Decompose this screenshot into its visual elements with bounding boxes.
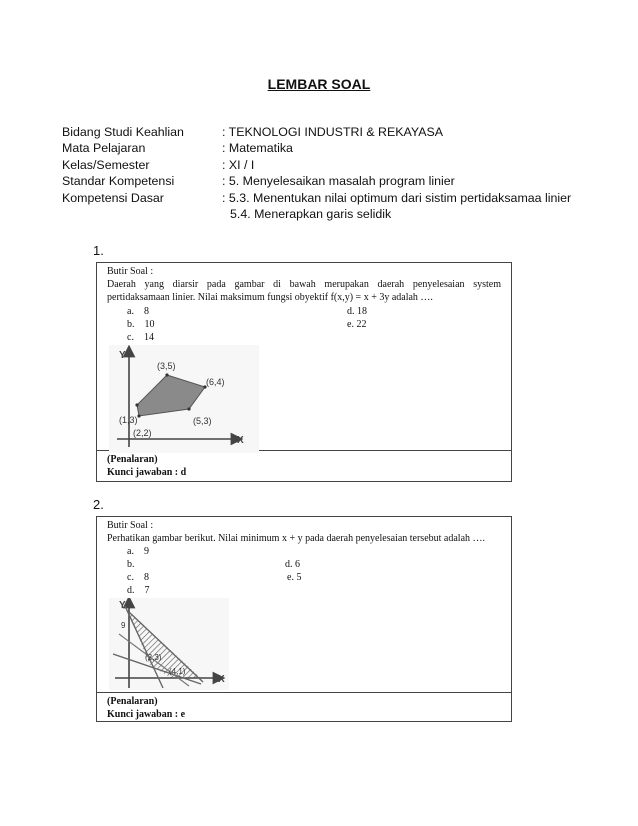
x-axis-label: X <box>218 674 225 686</box>
y-axis-label: Y <box>119 600 126 612</box>
meta-value: : TEKNOLOGI INDUSTRI & REKAYASA <box>222 125 444 139</box>
option-b: b. 10 <box>127 318 155 330</box>
question-box-2 <box>96 516 512 722</box>
page-title: LEMBAR SOAL <box>267 76 371 92</box>
option-list <box>107 305 501 345</box>
point-label: 9 <box>121 621 126 631</box>
point-label: (3,5) <box>157 360 176 371</box>
question-box-1 <box>96 262 512 482</box>
question-category: (Penalaran) <box>107 696 158 707</box>
answer-key: Kunci jawaban : e <box>107 709 186 720</box>
option-d: d. 7 <box>127 585 150 597</box>
meta-row-kompetensi-dasar-2 <box>62 206 571 222</box>
point-label: (4,1) <box>169 667 186 677</box>
option-e: e. 5 <box>287 572 302 584</box>
answer-section <box>97 450 511 481</box>
option-e: e. 22 <box>347 318 367 330</box>
meta-value: 5.4. Menerapkan garis selidik <box>230 207 392 222</box>
meta-value: : XI / I <box>222 157 255 172</box>
option-a: a. 8 <box>127 305 149 317</box>
option-list <box>107 545 501 598</box>
figure-feasible-region-2 <box>109 598 229 690</box>
meta-value: : Matematika <box>222 141 293 156</box>
question-category: (Penalaran) <box>107 454 158 465</box>
meta-row-kompetensi-dasar <box>62 190 571 206</box>
option-d-right: d. 6 <box>285 559 300 571</box>
option-d: d. 18 <box>347 305 367 317</box>
question-number: 1. <box>93 243 104 258</box>
identity-table <box>62 124 571 222</box>
question-number: 2. <box>93 497 104 512</box>
question-header: Butir Soal : <box>107 520 154 531</box>
y-axis-label: Y <box>119 349 126 361</box>
question-header: Butir Soal : <box>107 266 154 277</box>
meta-row-mata-pelajaran <box>62 140 571 156</box>
point-label: (6,4) <box>206 376 225 387</box>
meta-label: Kompetensi Dasar <box>62 190 164 205</box>
answer-key: Kunci jawaban : d <box>107 467 187 478</box>
meta-label <box>62 206 222 222</box>
meta-value: : 5.3. Menentukan nilai optimum dari sistim pertidaksamaa linier <box>222 190 572 205</box>
answer-section <box>97 692 511 723</box>
point-label: (2,3) <box>145 653 162 663</box>
meta-value: : 5. Menyelesaikan masalah program linier <box>222 174 455 189</box>
question-text: Perhatikan gambar berikut. Nilai minimum x + y pada daerah penyelesaian tersebut adalah …. <box>107 533 486 545</box>
point-label: (1,3) <box>119 414 138 425</box>
meta-label: Bidang Studi Keahlian <box>62 125 184 139</box>
x-axis-label: X <box>237 434 244 446</box>
point-label: (5,3) <box>193 415 212 426</box>
meta-label: Standar Kompetensi <box>62 174 175 189</box>
meta-row-bidang-studi <box>62 124 571 140</box>
meta-label: Mata Pelajaran <box>62 141 146 156</box>
option-b: b. <box>127 559 135 571</box>
option-c: c. 14 <box>127 331 154 343</box>
question-text: Daerah yang diarsir pada gambar di bawah merupakan daerah penyelesaian system pertidaksamaan linier. Nilai maksimum fungsi obyektif f(x,y) = x + 3y adalah …. <box>107 279 501 304</box>
meta-row-kelas-semester <box>62 157 571 173</box>
meta-label: Kelas/Semester <box>62 157 150 172</box>
meta-row-standar-kompetensi <box>62 173 571 189</box>
option-a: a. 9 <box>127 546 149 558</box>
point-label: (2,2) <box>133 427 152 438</box>
figure-feasible-region-1 <box>109 345 259 453</box>
option-c: c. 8 <box>127 572 149 584</box>
